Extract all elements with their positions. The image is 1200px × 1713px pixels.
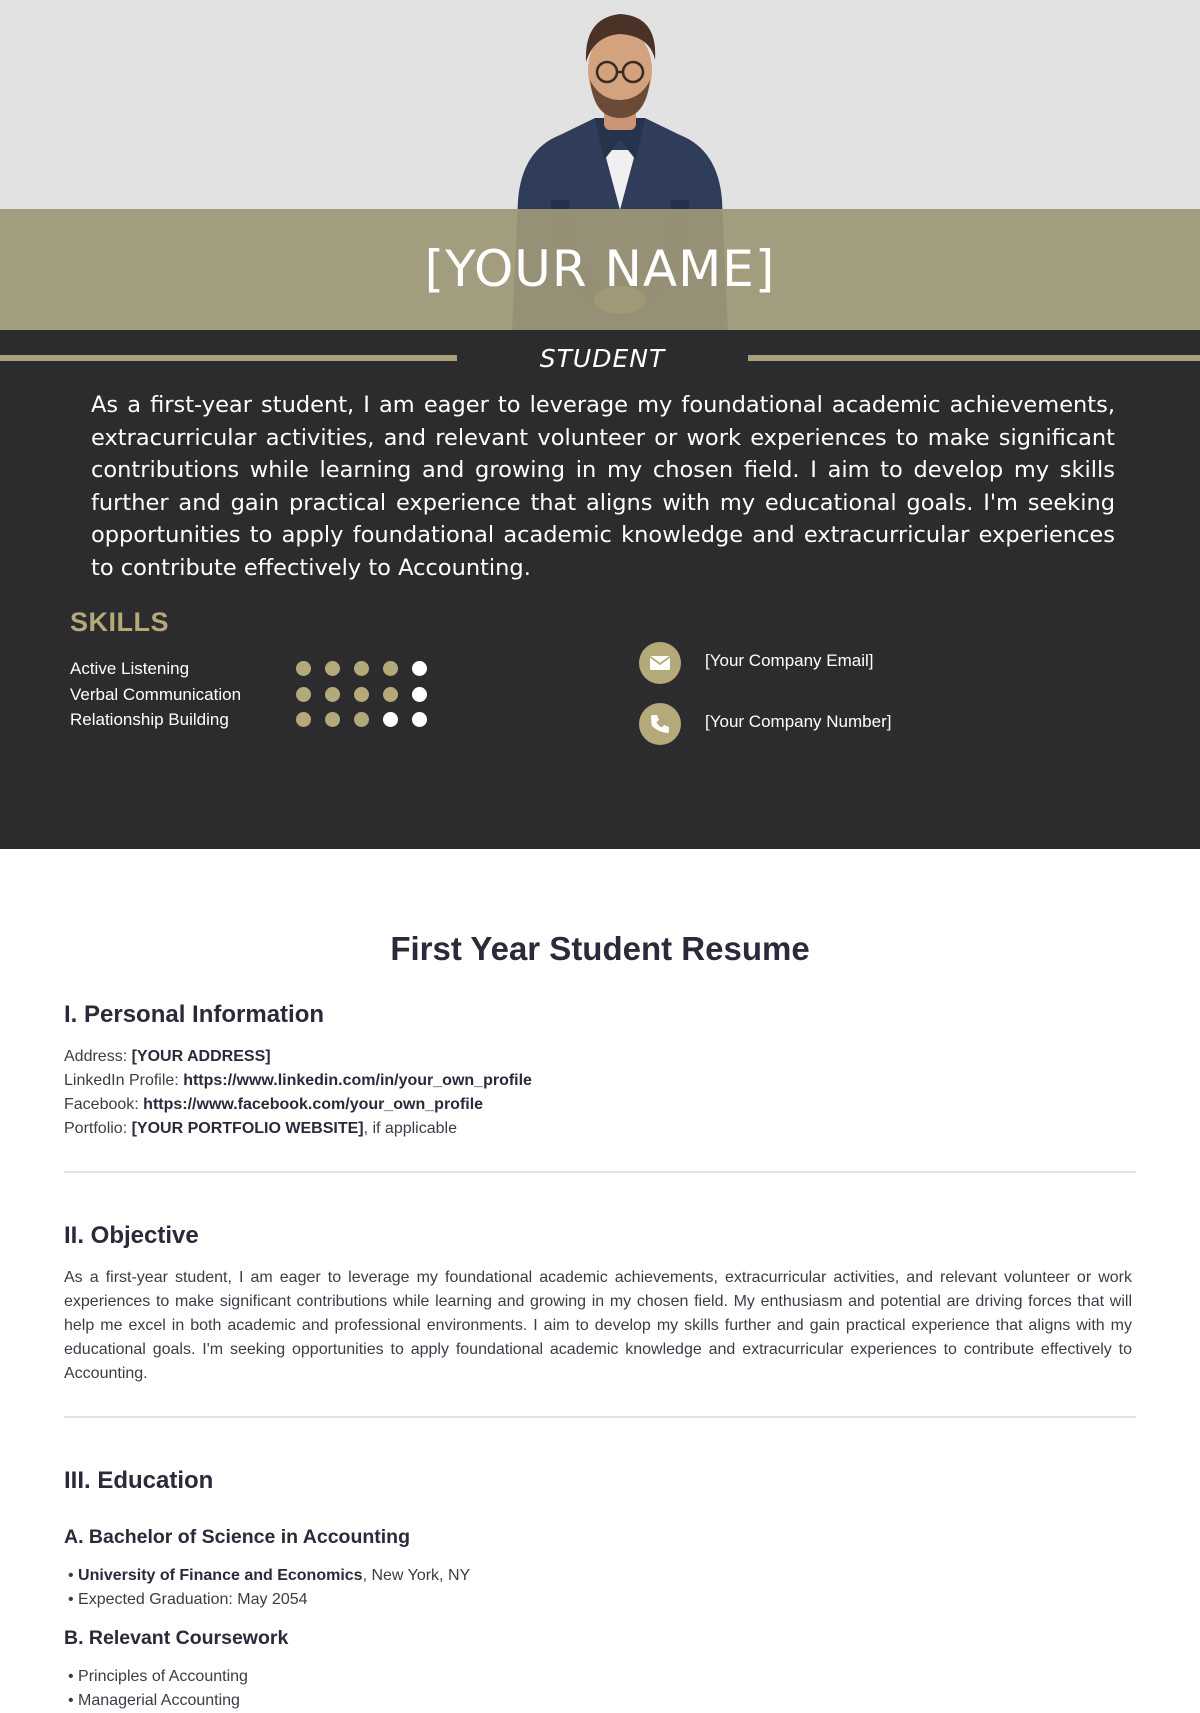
linkedin-label: LinkedIn Profile: bbox=[64, 1072, 179, 1089]
skill-dot bbox=[383, 687, 398, 702]
portfolio-value: [YOUR PORTFOLIO WEBSITE] bbox=[131, 1120, 364, 1137]
list-item: • Managerial Accounting bbox=[68, 1692, 240, 1709]
objective-heading: II. Objective bbox=[64, 1222, 199, 1249]
skill-dot bbox=[296, 712, 311, 727]
course-name: Principles of Accounting bbox=[78, 1668, 248, 1685]
email-icon bbox=[639, 642, 681, 684]
section-divider bbox=[64, 1171, 1136, 1173]
section-divider bbox=[64, 1416, 1136, 1418]
skill-dot bbox=[354, 712, 369, 727]
list-item: • Principles of Accounting bbox=[68, 1668, 248, 1685]
coursework-heading: B. Relevant Coursework bbox=[64, 1627, 289, 1649]
portfolio-label: Portfolio: bbox=[64, 1120, 128, 1137]
skill-name: Verbal Communication bbox=[70, 685, 242, 704]
contact-email: [Your Company Email] bbox=[705, 651, 874, 670]
skill-name: Active Listening bbox=[70, 659, 190, 678]
skill-row bbox=[70, 707, 470, 732]
skill-dot bbox=[383, 661, 398, 676]
skill-dot bbox=[296, 661, 311, 676]
degree-details bbox=[68, 1564, 470, 1612]
skill-dot bbox=[412, 661, 427, 676]
candidate-role: STUDENT bbox=[539, 344, 666, 373]
personal-info-block bbox=[64, 1045, 532, 1141]
document-title: First Year Student Resume bbox=[390, 930, 810, 967]
contact-phone: [Your Company Number] bbox=[705, 712, 892, 731]
skill-dot bbox=[354, 661, 369, 676]
skill-dot bbox=[325, 687, 340, 702]
linkedin-link[interactable]: https://www.linkedin.com/in/your_own_profile bbox=[183, 1072, 532, 1089]
address-label: Address: bbox=[64, 1048, 128, 1065]
objective-text: As a first-year student, I am eager to leverage my foundational academic achievements, extracurricular activities, and relevant volunteer or work experiences to make significant contributions while learning and growing in my chosen field. My enthusiasm and potential are driving forces that will help me excel in both academic and professional environments. I aim to develop my skills further and gain practical experience that aligns with my educational goals. I'm seeking opportunities to apply foundational academic knowledge and extracurricular experiences to contribute effectively to Accounting. bbox=[64, 1269, 1132, 1382]
portfolio-suffix: , if applicable bbox=[363, 1120, 457, 1137]
skills-title: SKILLS bbox=[70, 607, 170, 637]
phone-icon bbox=[639, 703, 681, 745]
skill-dot bbox=[354, 687, 369, 702]
coursework-list bbox=[68, 1665, 248, 1713]
list-item: • University of Finance and Economics, New York, NY bbox=[68, 1567, 471, 1584]
university-name: University of Finance and Economics bbox=[78, 1567, 363, 1584]
facebook-line bbox=[64, 1093, 532, 1117]
linkedin-line bbox=[64, 1069, 532, 1093]
graduation-date: Expected Graduation: May 2054 bbox=[78, 1591, 308, 1608]
summary-text: As a first-year student, I am eager to leverage my foundational academic achievements, extracurricular activities, and relevant volunteer or work experiences to make significant contributions while learning and growing in my chosen field. I aim to develop my skills further and gain practical experience that aligns with my educational goals. I'm seeking opportunities to apply foundational academic knowledge and extracurricular experiences to contribute effectively to Accounting. bbox=[91, 392, 1115, 581]
skill-dot bbox=[296, 687, 311, 702]
list-item: • Expected Graduation: May 2054 bbox=[68, 1591, 308, 1608]
course-name: Managerial Accounting bbox=[78, 1692, 240, 1709]
resume-header bbox=[0, 0, 1200, 849]
skill-dot bbox=[412, 687, 427, 702]
candidate-name: [YOUR NAME] bbox=[424, 240, 776, 298]
skill-dot bbox=[325, 712, 340, 727]
skill-dot bbox=[325, 661, 340, 676]
university-location: , New York, NY bbox=[362, 1567, 471, 1584]
address-line bbox=[64, 1045, 532, 1069]
degree-heading: A. Bachelor of Science in Accounting bbox=[64, 1526, 411, 1548]
education-heading: III. Education bbox=[64, 1467, 214, 1494]
skill-row bbox=[70, 656, 470, 681]
role-divider-right bbox=[748, 355, 1200, 361]
skill-dot bbox=[412, 712, 427, 727]
role-divider-left bbox=[0, 355, 457, 361]
facebook-label: Facebook: bbox=[64, 1096, 139, 1113]
address-value: [YOUR ADDRESS] bbox=[131, 1048, 271, 1065]
skill-row bbox=[70, 682, 470, 707]
skill-name: Relationship Building bbox=[70, 710, 229, 729]
personal-info-heading: I. Personal Information bbox=[64, 1001, 325, 1028]
portfolio-line bbox=[64, 1117, 532, 1141]
skill-dot bbox=[383, 712, 398, 727]
facebook-link[interactable]: https://www.facebook.com/your_own_profile bbox=[143, 1096, 484, 1113]
